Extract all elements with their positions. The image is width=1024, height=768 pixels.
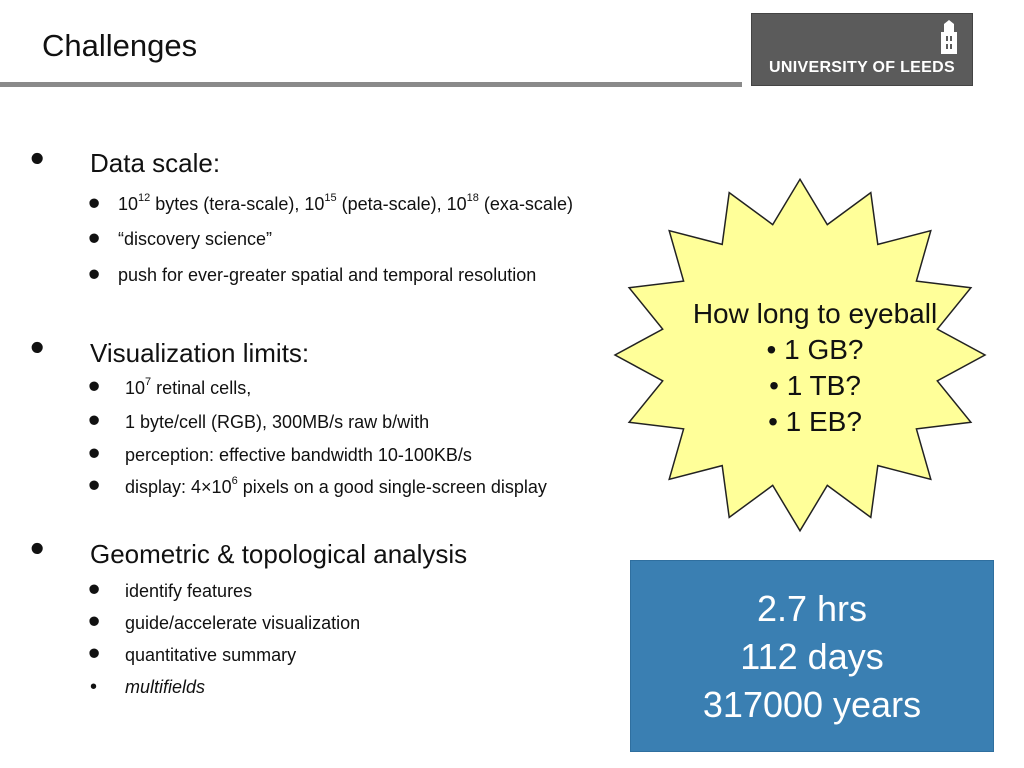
slide-title: Challenges (42, 28, 198, 63)
list-item: perception: effective bandwidth 10-100KB/s (125, 445, 472, 465)
bullet-icon: • (88, 634, 101, 673)
title-divider (0, 82, 742, 87)
bullet-icon: • (88, 434, 101, 473)
bullet-icon: • (88, 184, 101, 223)
bullet-icon: • (88, 602, 101, 641)
list-item: push for ever-greater spatial and temporal resolution (118, 265, 537, 285)
list-item: $10^7$ retinal cells, (125, 376, 252, 398)
logo-text: UNIVERSITY OF LEEDS (769, 59, 955, 76)
bullet-icon: • (88, 219, 101, 258)
university-logo (751, 13, 973, 86)
callout-line: • 1 TB? (769, 370, 861, 401)
list-item: display: $4\times 10^6$ pixels on a good single-screen display (125, 475, 547, 497)
bullet-icon: • (88, 401, 101, 440)
section-heading-geometric-analysis: Geometric & topological analysis (90, 539, 468, 569)
list-item: multifields (125, 677, 206, 697)
bullet-icon: • (30, 324, 45, 370)
tower-icon (937, 20, 961, 54)
callout-text (640, 296, 990, 440)
list-item: “discovery science” (118, 229, 273, 249)
bullet-icon: • (88, 570, 101, 609)
answer-line: 112 days (740, 636, 884, 677)
list-item: quantitative summary (125, 645, 297, 665)
list-item: identify features (125, 581, 253, 601)
section-heading-visualization-limits: Visualization limits: (90, 338, 310, 368)
bullet-icon: • (88, 255, 101, 294)
answer-line: 317000 years (702, 684, 922, 725)
bullet-icon: • (88, 466, 101, 505)
list-item: 1 byte/cell (RGB), 300MB/s raw b/with (125, 412, 430, 432)
list-item: $10^{12}$ bytes (tera-scale), $10^{15}$ (peta-scale), $10^{18}$ (exa-scale) (118, 192, 573, 214)
answer-line: 2.7 hrs (756, 588, 868, 629)
callout-line: • 1 GB? (766, 334, 864, 365)
section-heading-data-scale: Data scale: (90, 148, 221, 178)
bullet-icon: • (90, 676, 98, 698)
bullet-icon: • (30, 525, 45, 571)
callout-line: • 1 EB? (768, 406, 862, 437)
bullet-icon: • (88, 367, 101, 406)
callout-line: How long to eyeball (692, 298, 938, 329)
list-item: guide/accelerate visualization (125, 613, 361, 633)
bullet-icon: • (30, 135, 45, 181)
